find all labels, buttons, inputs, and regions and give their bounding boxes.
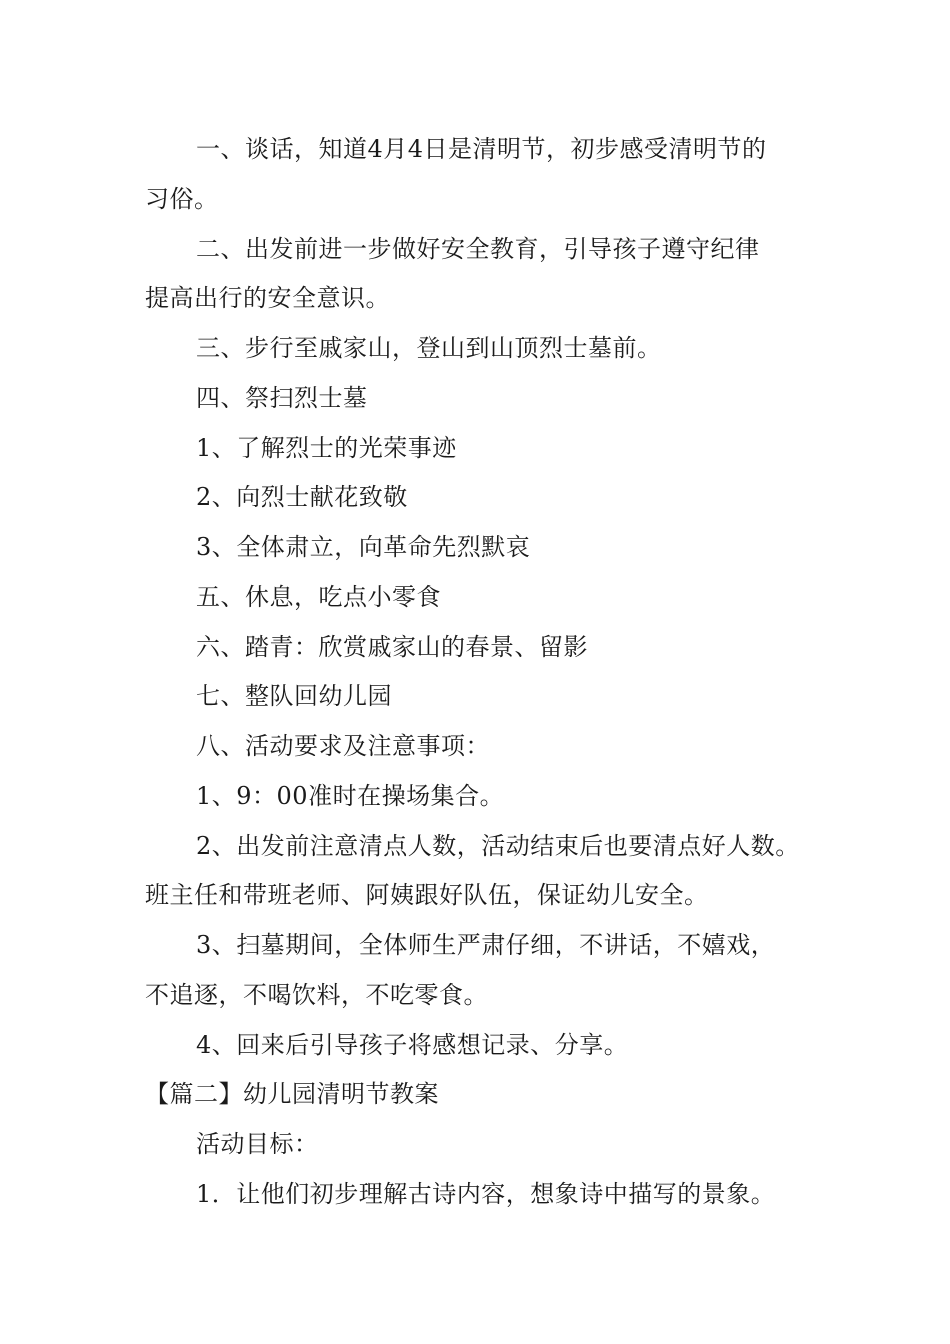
paragraph-line: 活动目标： — [196, 1130, 319, 1158]
paragraph-line: 八、活动要求及注意事项： — [196, 732, 490, 760]
paragraph-line: 3、全体肃立，向革命先烈默哀 — [196, 533, 531, 561]
paragraph-line: 3、扫墓期间，全体师生严肃仔细，不讲话，不嬉戏， — [196, 931, 776, 959]
paragraph-line: 一、谈话，知道4月4日是清明节，初步感受清明节的 — [196, 135, 767, 163]
paragraph-line: 2、出发前注意清点人数，活动结束后也要清点好人数。 — [196, 832, 800, 860]
paragraph-line: 四、祭扫烈士墓 — [196, 384, 368, 412]
paragraph-line: 班主任和带班老师、阿姨跟好队伍，保证幼儿安全。 — [145, 881, 709, 909]
paragraph-line: 4、回来后引导孩子将感想记录、分享。 — [196, 1031, 629, 1059]
paragraph-line: 1、9：00准时在操场集合。 — [196, 782, 505, 810]
paragraph-line: 二、出发前进一步做好安全教育，引导孩子遵守纪律 — [196, 235, 760, 263]
paragraph-line: 五、休息，吃点小零食 — [196, 583, 441, 611]
paragraph-line: 三、步行至戚家山，登山到山顶烈士墓前。 — [196, 334, 662, 362]
paragraph-line: 七、整队回幼儿园 — [196, 682, 392, 710]
paragraph-line: 习俗。 — [145, 185, 219, 213]
paragraph-line: 1、了解烈士的光荣事迹 — [196, 434, 457, 462]
paragraph-line: 六、踏青：欣赏戚家山的春景、留影 — [196, 633, 588, 661]
paragraph-line: 2、向烈士献花致敬 — [196, 483, 408, 511]
paragraph-line: 1．让他们初步理解古诗内容，想象诗中描写的景象。 — [196, 1180, 776, 1208]
paragraph-line: 提高出行的安全意识。 — [145, 284, 390, 312]
section-heading: 【篇二】幼儿园清明节教案 — [145, 1080, 439, 1108]
paragraph-line: 不追逐，不喝饮料，不吃零食。 — [145, 981, 488, 1009]
